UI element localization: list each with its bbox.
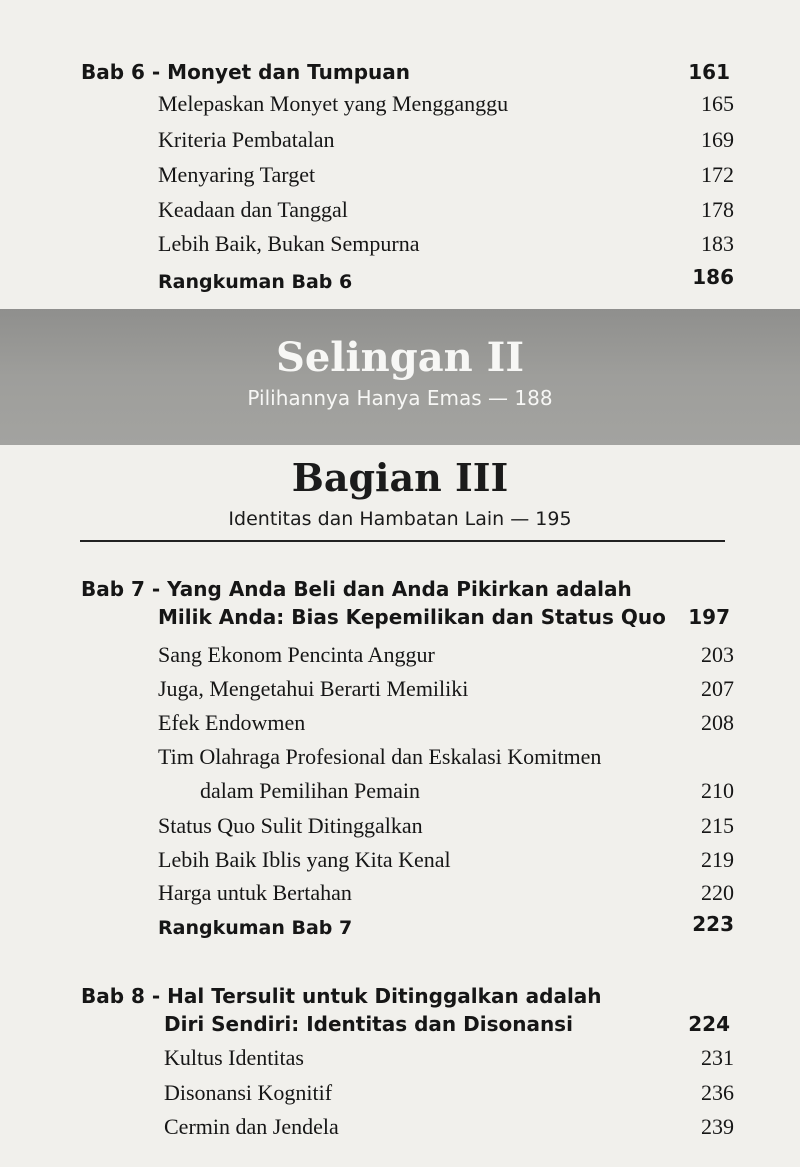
toc-entry <box>0 813 800 847</box>
page-number: 172 <box>701 162 734 187</box>
entry-title: Cermin dan Jendela <box>164 1114 339 1139</box>
entry-title: Lebih Baik Iblis yang Kita Kenal <box>158 847 451 872</box>
toc-entry <box>0 231 800 265</box>
toc-entry <box>0 1114 800 1148</box>
chapter-subtitle: Diri Sendiri: Identitas dan Disonansi <box>164 1012 573 1036</box>
entry-title: Melepaskan Monyet yang Mengganggu <box>158 91 509 116</box>
entry-title: Keadaan dan Tanggal <box>158 197 348 222</box>
page-number: 165 <box>701 91 734 116</box>
page-number: 224 <box>688 1012 730 1036</box>
toc-entry <box>0 1045 800 1079</box>
entry-title: Disonansi Kognitif <box>164 1080 333 1105</box>
chapter-title: Bab 8 - Hal Tersulit untuk Ditinggalkan adalah <box>81 984 602 1008</box>
toc-entry <box>0 744 800 778</box>
page-number: 220 <box>701 880 734 905</box>
page-number: 207 <box>701 676 734 701</box>
entry-title: Menyaring Target <box>158 162 316 187</box>
entry-title: Kriteria Pembatalan <box>158 127 335 152</box>
interlude-subtitle: Pilihannya Hanya Emas — 188 <box>247 386 553 410</box>
chapter-6-heading <box>0 60 800 94</box>
page-number: 161 <box>688 60 730 84</box>
interlude-title: Selingan II <box>275 334 525 381</box>
toc-entry <box>0 197 800 231</box>
page-number: 178 <box>701 197 734 222</box>
page-number: 208 <box>701 710 734 735</box>
chapter-subtitle: Milik Anda: Bias Kepemilikan dan Status Quo <box>158 605 666 629</box>
entry-title: Juga, Mengetahui Berarti Memiliki <box>158 676 469 701</box>
page-number: 210 <box>701 778 734 803</box>
entry-title: Rangkuman Bab 7 <box>158 917 353 939</box>
toc-entry <box>0 880 800 914</box>
toc-entry <box>0 778 800 812</box>
chapter-7-heading-line-2 <box>0 605 800 639</box>
entry-title: Harga untuk Bertahan <box>158 880 352 905</box>
toc-entry <box>0 1080 800 1114</box>
entry-title: Rangkuman Bab 6 <box>158 271 353 293</box>
entry-title: Sang Ekonom Pencinta Anggur <box>158 642 435 667</box>
toc-entry <box>0 91 800 125</box>
toc-entry <box>0 847 800 881</box>
part-subtitle: Identitas dan Hambatan Lain — 195 <box>228 508 572 530</box>
toc-entry <box>0 127 800 161</box>
entry-title: Efek Endowmen <box>158 710 306 735</box>
divider <box>80 540 725 542</box>
entry-title: Status Quo Sulit Ditinggalkan <box>158 813 423 838</box>
chapter-8-heading-line-2 <box>0 1012 800 1046</box>
entry-title: Lebih Baik, Bukan Sempurna <box>158 231 420 256</box>
page-number: 219 <box>701 847 734 872</box>
page-number: 197 <box>688 605 730 629</box>
entry-title: dalam Pemilihan Pemain <box>200 778 420 803</box>
page-number: 203 <box>701 642 734 667</box>
page-number: 223 <box>692 912 734 936</box>
page-number: 239 <box>701 1114 734 1139</box>
page-number: 186 <box>692 265 734 289</box>
page-number: 231 <box>701 1045 734 1070</box>
page-number: 169 <box>701 127 734 152</box>
toc-entry <box>0 710 800 744</box>
chapter-summary-entry <box>0 912 800 951</box>
page-number: 236 <box>701 1080 734 1105</box>
chapter-summary-entry <box>0 265 800 305</box>
toc-entry <box>0 676 800 710</box>
page-number: 215 <box>701 813 734 838</box>
part-title: Bagian III <box>291 455 509 500</box>
toc-entry <box>0 642 800 676</box>
page-number: 183 <box>701 231 734 256</box>
entry-title: Kultus Identitas <box>164 1045 304 1070</box>
toc-entry <box>0 162 800 196</box>
chapter-title: Bab 7 - Yang Anda Beli dan Anda Pikirkan adalah <box>81 577 632 601</box>
entry-title: Tim Olahraga Profesional dan Eskalasi Komitmen <box>158 744 602 769</box>
chapter-title: Bab 6 - Monyet dan Tumpuan <box>81 60 410 84</box>
